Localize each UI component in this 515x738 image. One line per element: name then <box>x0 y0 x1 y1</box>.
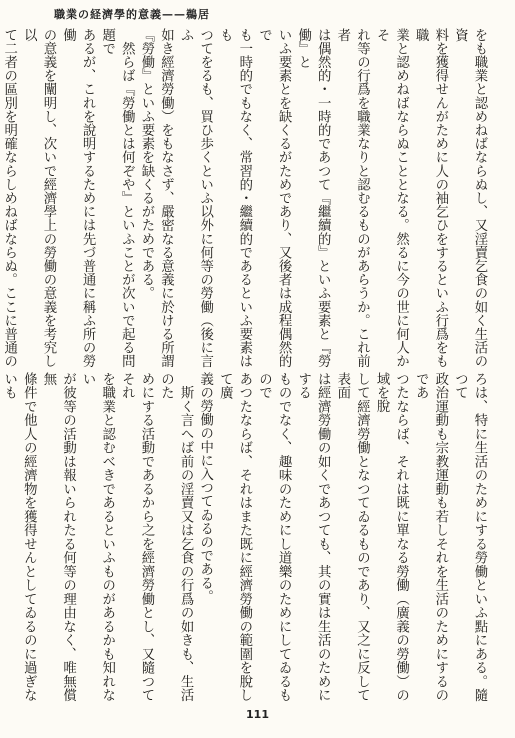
text-line: して經濟勞働となつてゐるものであり、又之に反して表面 <box>334 372 370 702</box>
lower-text-block <box>1 372 489 702</box>
text-line: が彼等の活動は報いられたる何等の理由なく、唯無償無 <box>40 372 76 702</box>
text-line: あるが、これを說明するためには先づ普通に稱ふ所の勞働 <box>60 28 96 368</box>
text-line: 斯く言へば前の淫賣又は乞食の行爲の如きも、生活のた <box>158 372 194 702</box>
text-line: 條件で他人の經濟物を獲得せんとしてゐるのに過ぎないも <box>1 372 37 702</box>
text-line: いふ要素とを缺くるがためであり、又後者は成程偶然的で <box>256 28 292 368</box>
text-line: 料を獲得せんがために人の袖乞ひをするといふ行爲をも職 <box>413 28 448 368</box>
text-line: めにする活動であるから之を經濟勞働とし、又隨つてそれ <box>119 372 154 702</box>
text-line: 政治運動も宗教運動も若しそれを生活のためにするのであ <box>413 372 448 702</box>
page-number: 111 <box>246 708 269 721</box>
text-line: あつたならば、それはまた既に經濟勞働の範圍を脫して廣 <box>217 372 252 702</box>
text-line: の意義を闡明し、次いで經濟學上の勞働の意義を考究し以 <box>21 28 56 368</box>
text-line: て二者の區別を明確ならしめねばならぬ。ここに普通の <box>1 28 17 368</box>
text-line: を職業と認むべきであるといふものがあるかも知れない <box>80 372 115 702</box>
text-line: 業と認めねばならぬこととなる。然るに今の世に何人かそ <box>374 28 409 368</box>
text-line: ろは、特に生活のためにする勞働といふ點にある。隨つて <box>452 372 487 702</box>
text-line: は經濟勞働の如くであつても、其の實は生活のためにする <box>295 372 331 702</box>
upper-text-block <box>1 28 489 368</box>
text-line: は偶然的・一時的であつて『繼續的』といふ要素と『勞働』と <box>295 28 331 368</box>
text-line: 如き經濟勞働）をもなさず、嚴密なる意義に於ける所謂 <box>158 28 174 368</box>
text-line: 然らば『勞働とは何ぞや』といふことが次いで起る問題で <box>99 28 135 368</box>
text-line: も一時的でもなく、常習的・繼續的であるといふ要素はも <box>217 28 252 368</box>
text-line: ものでなく、趣味のためにし道樂のためにしてゐるもので <box>256 372 292 702</box>
text-line: をも職業と認めねばならぬし、又淫賣乞食の如く生活の資 <box>452 28 487 368</box>
text-line: つてをるも、買ひ歩くといふ以外に何等の勞働（後に言ふ <box>178 28 213 368</box>
text-line: れ等の行爲を職業なりと認むるものがあらうか。これ前者 <box>334 28 370 368</box>
text-line: つたならば、それは既に單なる勞働（廣義の勞働）の域を脫 <box>374 372 409 702</box>
text-line: 義の勞働の中に入つてゐるのである。 <box>197 372 213 604</box>
running-head: 職業の経濟學的意義——鵜居 <box>54 8 210 21</box>
text-line: 『勞働』といふ要素を缺くるがためである。 <box>138 28 154 300</box>
